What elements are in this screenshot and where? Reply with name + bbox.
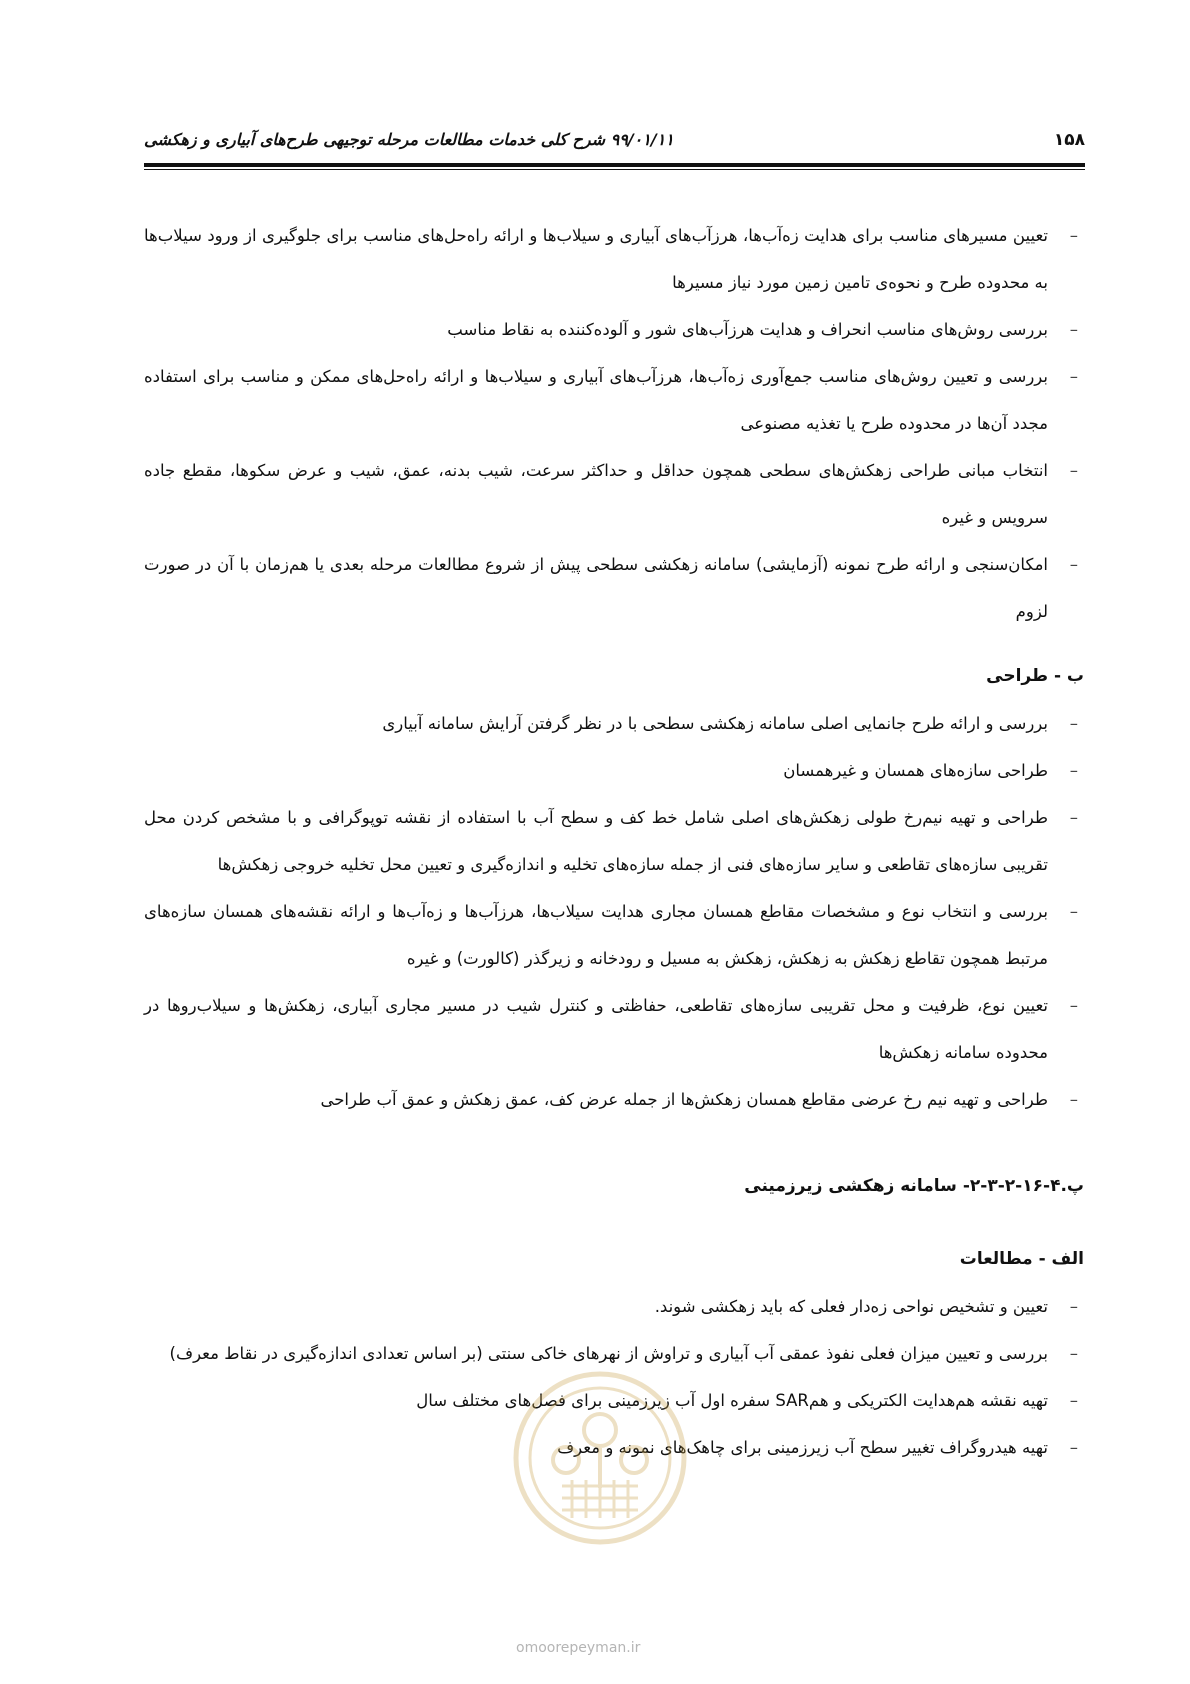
dash-bullet-icon: – <box>1069 1438 1078 1457</box>
list-item <box>144 306 1084 353</box>
list-item-text: امکان‌سنجی و ارائه طرح نمونه (آزمایشی) سامانه زهکشی سطحی پیش از شروع مطالعات مرحله بعدی یا هم‌زمان با آن در صورت لزوم <box>144 555 1048 621</box>
design-bullet-list <box>144 700 1084 1123</box>
dash-bullet-icon: – <box>1069 714 1078 733</box>
dash-bullet-icon: – <box>1069 1344 1078 1363</box>
list-item <box>144 212 1084 306</box>
top-bullet-list <box>144 212 1084 635</box>
list-item <box>144 447 1084 541</box>
list-item-text: بررسی و تعیین میزان فعلی نفوذ عمقی آب آبیاری و تراوش از نهرهای خاکی سنتی (بر اساس تعدادی اندازه‌گیری در نقاط معرف) <box>169 1344 1048 1363</box>
dash-bullet-icon: – <box>1069 367 1078 386</box>
list-item-text: طراحی و تهیه نیم‌رخ طولی زهکش‌های اصلی شامل خط کف و سطح آب با استفاده از نقشه توپوگرافی و با مشخص کردن محل تقریبی سازه‌های تقاطعی و سایر سازه‌های فنی از جمله سازه‌های تخلیه و اندازه‌گیری و تعیین محل تخلیه خروجی زهکش‌ها <box>144 808 1048 874</box>
header-rule-thin <box>144 169 1085 170</box>
list-item-text: بررسی و تعیین روش‌های مناسب جمع‌آوری زه‌آب‌ها، هرزآب‌های آبیاری و سیلاب‌ها و ارائه راه‌حل‌های ممکن و مناسب برای استفاده مجدد آن‌ها در محدوده طرح یا تغذیه مصنوعی <box>144 367 1048 433</box>
list-item <box>144 353 1084 447</box>
section-heading-studies: الف - مطالعات <box>959 1249 1084 1269</box>
list-item-text: تهیه نقشه هم‌هدایت الکتریکی و همSAR سفره اول آب زیرزمینی برای فصل‌های مختلف سال <box>416 1391 1048 1410</box>
list-item-text: تهیه هیدروگراف تغییر سطح آب زیرزمینی برای چاهک‌های نمونه و معرف <box>557 1438 1048 1457</box>
list-item-text: تعیین مسیرهای مناسب برای هدایت زه‌آب‌ها، هرزآب‌های آبیاری و سیلاب‌ها و ارائه راه‌حل‌های مناسب برای جلوگیری از ورود سیلاب‌ها به محدوده طرح و نحوه‌ی تامین زمین مورد نیاز مسیرها <box>144 226 1048 292</box>
page-number: ۱۵۸ <box>1053 130 1085 150</box>
dash-bullet-icon: – <box>1069 461 1078 480</box>
section-heading-subsurface-drainage: پ.۴-۱۶-۲-۳-۲- سامانه زهکشی زیرزمینی <box>744 1176 1084 1196</box>
dash-bullet-icon: – <box>1069 226 1078 245</box>
list-item-text: انتخاب مبانی طراحی زهکش‌های سطحی همچون حداقل و حداکثر سرعت، شیب بدنه، عمق، شیب و عرض سکوها، مقطع جاده سرویس و غیره <box>144 461 1048 527</box>
list-item <box>144 794 1084 888</box>
dash-bullet-icon: – <box>1069 555 1078 574</box>
dash-bullet-icon: – <box>1069 320 1078 339</box>
dash-bullet-icon: – <box>1069 1090 1078 1109</box>
list-item <box>144 888 1084 982</box>
studies-bullet-list <box>144 1283 1084 1471</box>
list-item-text: تعیین نوع، ظرفیت و محل تقریبی سازه‌های تقاطعی، حفاظتی و کنترل شیب در مسیر مجاری آبیاری، زهکش‌ها و سیلاب‌روها در محدوده سامانه زهکش‌ها <box>144 996 1048 1062</box>
list-item-text: طراحی سازه‌های همسان و غیرهمسان <box>783 761 1048 780</box>
list-item-text: تعیین و تشخیص نواحی زه‌دار فعلی که باید زهکشی شوند. <box>654 1297 1048 1316</box>
list-item <box>144 1377 1084 1424</box>
list-item <box>144 1424 1084 1471</box>
dash-bullet-icon: – <box>1069 761 1078 780</box>
dash-bullet-icon: – <box>1069 996 1078 1015</box>
list-item-text: بررسی و انتخاب نوع و مشخصات مقاطع همسان مجاری هدایت سیلاب‌ها، هرزآب‌ها و زه‌آب‌ها و ارائه نقشه‌های همسان سازه‌های مرتبط همچون تقاطع زهکش به زهکش، زهکش به مسیل و رودخانه و زیرگذر (کالورت) و غیره <box>144 902 1048 968</box>
list-item <box>144 1330 1084 1377</box>
list-item <box>144 541 1084 635</box>
list-item <box>144 747 1084 794</box>
list-item <box>144 982 1084 1076</box>
list-item <box>144 1283 1084 1330</box>
dash-bullet-icon: – <box>1069 808 1078 827</box>
list-item <box>144 1076 1084 1123</box>
running-header-title: ۹۹/۰۱/۱۱ شرح کلی خدمات مطالعات مرحله توجیهی طرح‌های آبیاری و زهکشی <box>144 130 674 149</box>
dash-bullet-icon: – <box>1069 1391 1078 1410</box>
dash-bullet-icon: – <box>1069 902 1078 921</box>
header-rule <box>144 163 1085 167</box>
page-body <box>144 212 1084 1471</box>
section-heading-design: ب - طراحی <box>986 666 1084 686</box>
dash-bullet-icon: – <box>1069 1297 1078 1316</box>
page-header <box>144 126 1085 156</box>
list-item-text: بررسی و ارائه طرح جانمایی اصلی سامانه زهکشی سطحی با در نظر گرفتن آرایش سامانه آبیاری <box>382 714 1048 733</box>
list-item <box>144 700 1084 747</box>
list-item-text: بررسی روش‌های مناسب انحراف و هدایت هرزآب‌های شور و آلوده‌کننده به نقاط مناسب <box>447 320 1048 339</box>
watermark-url: omoorepeyman.ir <box>516 1640 641 1656</box>
list-item-text: طراحی و تهیه نیم رخ عرضی مقاطع همسان زهکش‌ها از جمله عرض کف، عمق زهکش و عمق آب طراحی <box>320 1090 1048 1109</box>
